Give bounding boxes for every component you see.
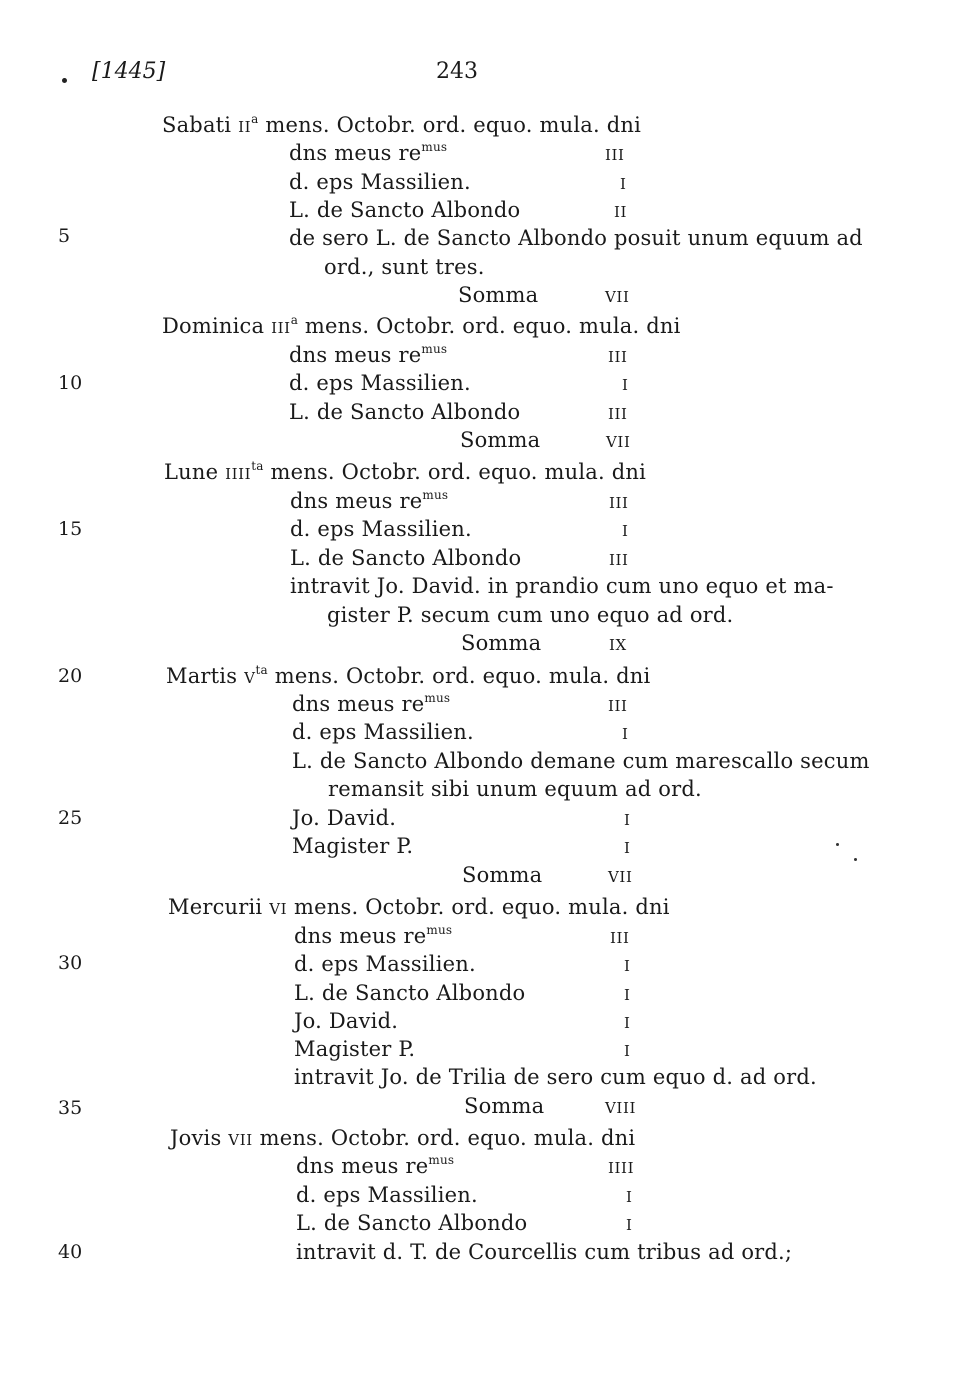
entry-name: L. de Sancto Albondo	[294, 981, 526, 1005]
entry-count: i	[622, 371, 629, 395]
line-number-40: 40	[58, 1241, 83, 1263]
line-number-5: 5	[58, 225, 71, 247]
somma-total: ix	[609, 631, 627, 655]
entry-count: iii	[608, 400, 628, 424]
running-head-year: [1445]	[92, 59, 166, 84]
somma-label: Somma	[458, 283, 539, 307]
note-line: intravit Jo. David. in prandio cum uno equo et ma-	[290, 574, 834, 598]
day-heading: Dominica iii$^a$ mens. Octobr. ord. equo. mula. dni	[162, 313, 681, 338]
entry-name: d. eps Massilien.	[296, 1183, 478, 1207]
entry-name: dns meus $re^{mus}$	[294, 923, 453, 948]
entry-count: iii	[609, 489, 629, 513]
entry-count: i	[624, 834, 631, 858]
entry-name: L. de Sancto Albondo	[296, 1211, 528, 1235]
note-line: gister P. secum cum uno equo ad ord.	[327, 603, 734, 627]
print-speck	[854, 858, 857, 861]
entry-name: dns meus $re^{mus}$	[289, 140, 448, 165]
line-number-15: 15	[58, 518, 83, 540]
somma-total: vii	[608, 863, 633, 887]
line-number-35: 35	[58, 1097, 83, 1119]
day-heading: Lune iiii$^{ta}$ mens. Octobr. ord. equo. mula. dni	[164, 459, 647, 484]
line-number-30: 30	[58, 952, 83, 974]
note-line: de sero L. de Sancto Albondo posuit unum equum ad	[289, 226, 863, 250]
somma-label: Somma	[464, 1094, 545, 1118]
entry-name: d. eps Massilien.	[290, 517, 472, 541]
entry-count: i	[622, 720, 629, 744]
entry-count: i	[620, 170, 627, 194]
entry-count: iii	[608, 343, 628, 367]
entry-name: d. eps Massilien.	[289, 170, 471, 194]
entry-name: Magister P.	[294, 1037, 416, 1061]
line-number-25: 25	[58, 807, 83, 829]
somma-label: Somma	[462, 863, 543, 887]
entry-count: i	[624, 952, 631, 976]
entry-name: Jo. David.	[294, 1009, 399, 1033]
entry-name: L. de Sancto Albondo	[289, 198, 521, 222]
page-number: 243	[436, 59, 478, 84]
entry-name: dns meus $re^{mus}$	[289, 342, 448, 367]
entry-name: d. eps Massilien.	[289, 371, 471, 395]
note-line: intravit d. T. de Courcellis cum tribus ad ord.;	[296, 1240, 793, 1264]
day-heading: Martis $v^{ta}$ mens. Octobr. ord. equo. mula. dni	[166, 663, 651, 688]
day-heading: Sabati $ii^a$ mens. Octobr. ord. equo. mula. dni	[162, 112, 641, 137]
somma-total: viii	[605, 1094, 637, 1118]
note-line: L. de Sancto Albondo demane cum marescallo secum	[292, 749, 870, 773]
entry-count: i	[624, 1009, 631, 1033]
somma-total: vii	[606, 428, 631, 452]
somma-total: vii	[605, 283, 630, 307]
margin-dot	[62, 78, 67, 83]
line-number-20: 20	[58, 665, 83, 687]
entry-count: i	[624, 1037, 631, 1061]
entry-name: dns meus $re^{mus}$	[290, 488, 449, 513]
entry-name: d. eps Massilien.	[292, 720, 474, 744]
entry-count: iii	[610, 924, 630, 948]
entry-count: iiii	[608, 1154, 635, 1178]
entry-name: d. eps Massilien.	[294, 952, 476, 976]
somma-label: Somma	[461, 631, 542, 655]
line-number-10: 10	[58, 372, 83, 394]
day-heading: Jovis vii mens. Octobr. ord. equo. mula. dni	[170, 1126, 636, 1150]
day-heading: Mercurii vi mens. Octobr. ord. equo. mula. dni	[168, 895, 670, 919]
entry-count: iii	[609, 546, 629, 570]
entry-count: i	[626, 1211, 633, 1235]
entry-count: iii	[605, 141, 625, 165]
entry-count: i	[624, 981, 631, 1005]
entry-count: ii	[614, 198, 628, 222]
entry-name: Jo. David.	[292, 806, 397, 830]
entry-name: Magister P.	[292, 834, 414, 858]
entry-name: dns meus $re^{mus}$	[292, 691, 451, 716]
entry-count: iii	[608, 692, 628, 716]
note-line: ord., sunt tres.	[324, 255, 485, 279]
somma-label: Somma	[460, 428, 541, 452]
note-line: remansit sibi unum equum ad ord.	[328, 777, 702, 801]
entry-name: L. de Sancto Albondo	[289, 400, 521, 424]
entry-count: i	[622, 517, 629, 541]
print-speck	[836, 843, 839, 846]
entry-count: i	[626, 1183, 633, 1207]
entry-count: i	[624, 806, 631, 830]
entry-name: dns meus $re^{mus}$	[296, 1153, 455, 1178]
entry-name: L. de Sancto Albondo	[290, 546, 522, 570]
note-line: intravit Jo. de Trilia de sero cum equo d. ad ord.	[294, 1065, 817, 1089]
